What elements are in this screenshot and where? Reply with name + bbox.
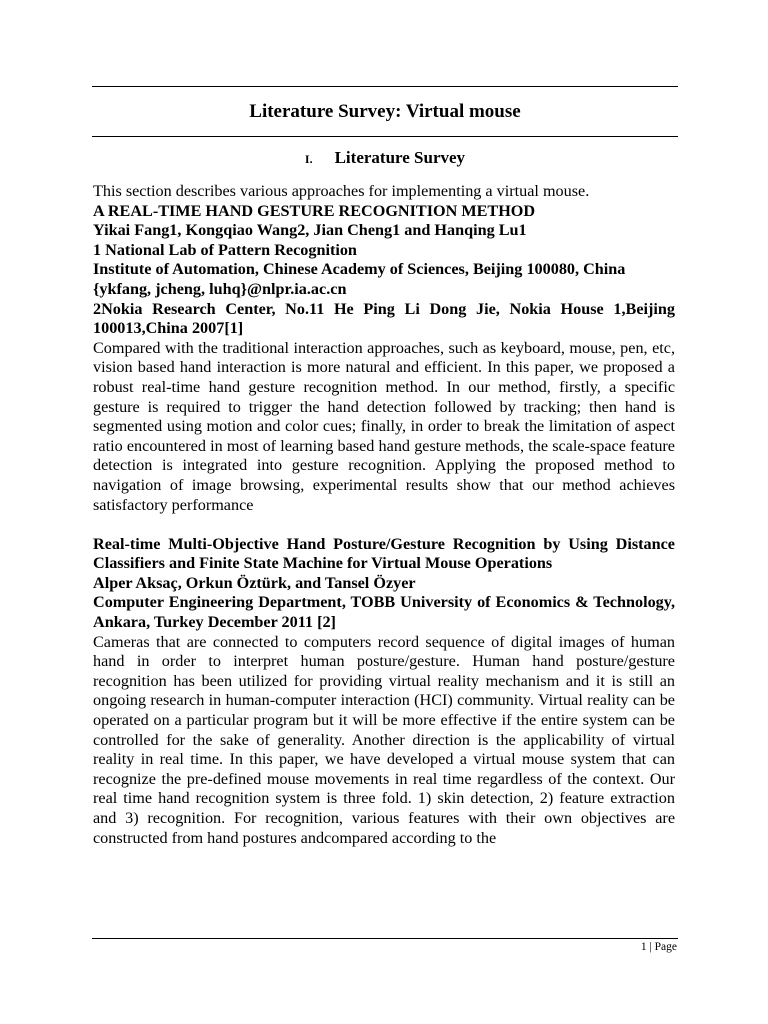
- paper1-abstract: Compared with the traditional interaction approaches, such as keyboard, mouse, pen, etc, vision based hand interaction is more natural and efficient. In this paper, we proposed a robust real-time hand gesture recognition method. In our method, firstly, a specific gesture is required to trigger the hand detection followed by tracking; then hand is segmented using motion and color cues; finally, in order to break the limitation of aspect ratio encountered in most of learning based hand gesture methods, the scale-space feature detection is integrated into gesture recognition. Applying the proposed method to navigation of image browsing, experimental results show that our method achieves satisfactory performance: [93, 338, 675, 514]
- section-heading: [92, 148, 678, 169]
- paragraph-spacer: [93, 515, 675, 535]
- footer-rule: [92, 938, 678, 939]
- section-title: Literature Survey: [334, 148, 466, 167]
- paper1-affiliation1: 1 National Lab of Pattern Recognition: [93, 240, 357, 259]
- paper2-abstract: Cameras that are connected to computers record sequence of digital images of human hand in order to interpret human posture/gesture. Human hand posture/gesture recognition has been utilized for providing virtual reality mechanism and it is still an ongoing research in human-computer interaction (HCI) community. Virtual reality can be operated on a particular program but it will be more effective if the entire system can be controlled for the sake of generality. Another direction is the applicability of virtual reality in real time. In this paper, we have developed a virtual mouse system that can recognize the pre-defined mouse movements in real time regardless of the context. Our real time hand recognition system is three fold. 1) skin detection, 2) feature extraction and 3) recognition. For recognition, various features with their own objectives are constructed from hand postures andcompared according to the: [93, 632, 675, 847]
- paper2-authors: Alper Aksaç, Orkun Öztürk, and Tansel Özyer: [93, 573, 416, 592]
- intro-paragraph: This section describes various approaches for implementing a virtual mouse.: [93, 182, 590, 200]
- section-number: I.: [304, 152, 313, 166]
- paper1-affiliation2: 2Nokia Research Center, No.11 He Ping Li Dong Jie, Nokia House 1,Beijing 100013,China 2007[1]: [93, 299, 675, 338]
- paper1-institute: Institute of Automation, Chinese Academy of Sciences, Beijing 100080, China: [93, 260, 626, 279]
- paper1-title: A REAL-TIME HAND GESTURE RECOGNITION METHOD: [93, 201, 536, 220]
- paper2-affiliation: Computer Engineering Department, TOBB University of Economics & Technology, Ankara, Turkey December 2011 [2]: [93, 593, 675, 632]
- header-rule-top: [92, 86, 678, 87]
- document-body: [93, 182, 675, 848]
- paper2-title: Real-time Multi-Objective Hand Posture/Gesture Recognition by Using Distance Classifiers and Finite State Machine for Virtual Mouse Operations: [93, 534, 675, 573]
- page-number: 1 | Page: [640, 941, 677, 953]
- header-rule-bottom: [92, 136, 678, 137]
- paper1-emails: {ykfang, jcheng, luhq}@nlpr.ia.ac.cn: [93, 279, 347, 298]
- document-title: Literature Survey: Virtual mouse: [249, 101, 521, 122]
- paper1-authors: Yikai Fang1, Kongqiao Wang2, Jian Cheng1 and Hanqing Lu1: [93, 221, 527, 240]
